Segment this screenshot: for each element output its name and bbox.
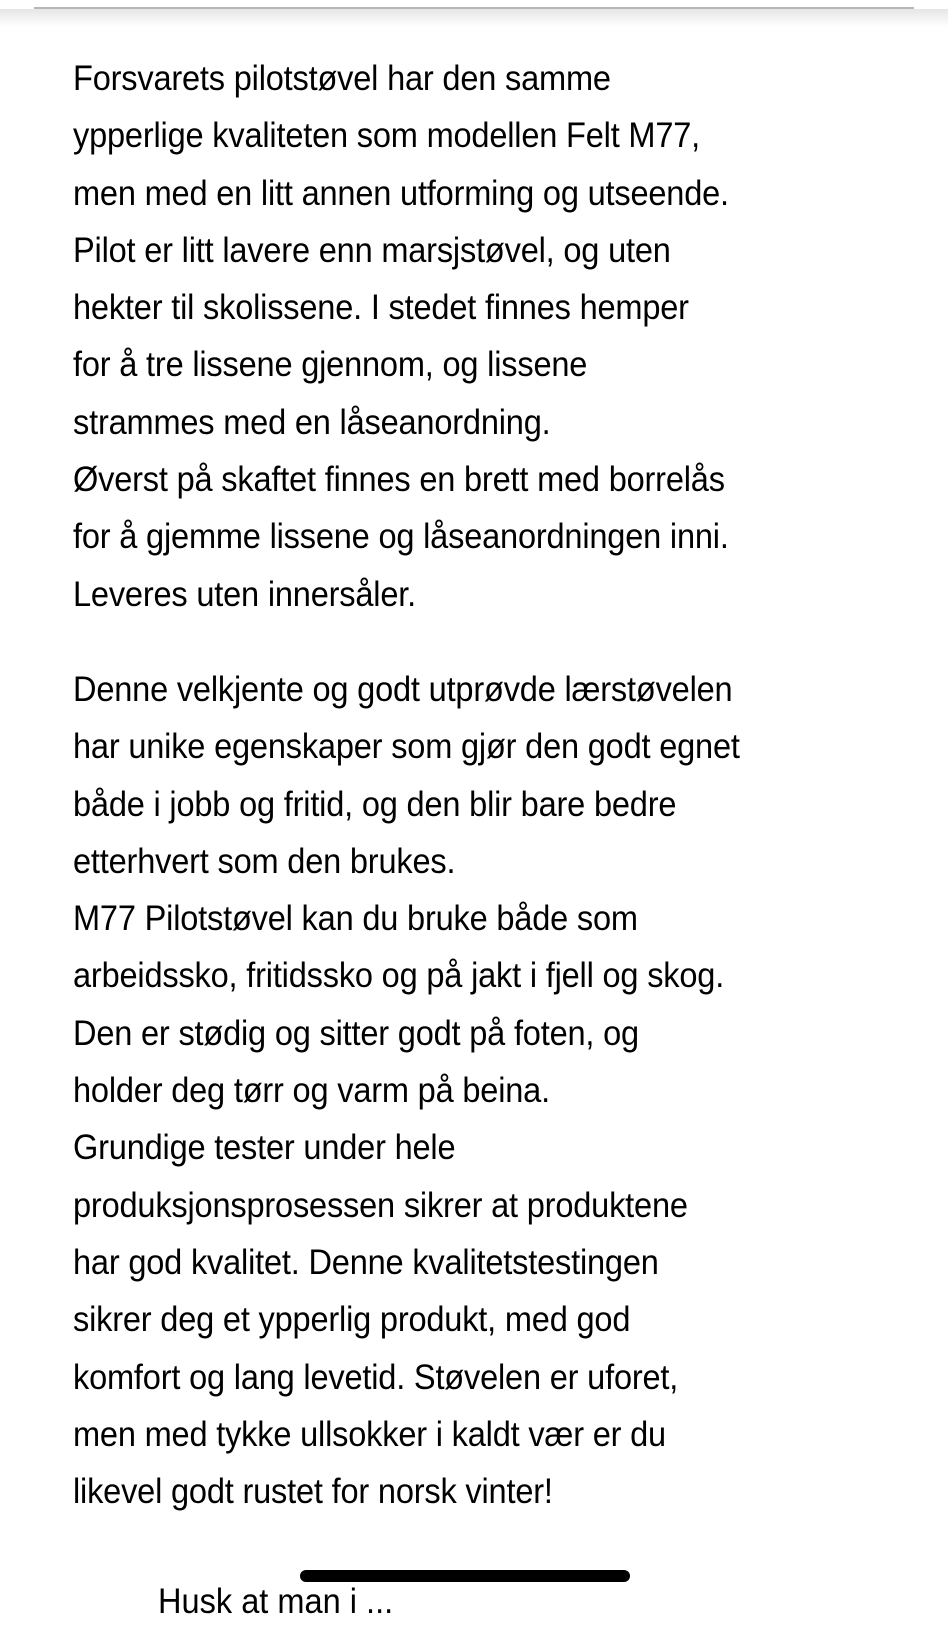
text-line: komfort og lang levetid. Støvelen er uforet, [73,1357,679,1397]
text-line: Denne velkjente og godt utprøvde lærstøvelen [73,669,733,709]
text-line: har unike egenskaper som gjør den godt egnet [73,727,740,767]
text-line: arbeidssko, fritidssko og på jakt i fjell og skog. [73,956,725,996]
text-line: Forsvarets pilotstøvel har den samme [73,59,611,98]
text-line: både i jobb og fritid, og den blir bare bedre [73,784,677,824]
text-line: Øverst på skaftet finnes en brett med borrelås [73,460,725,500]
clipped-text: Husk at man i ... [158,1582,394,1621]
article-body [73,50,893,1520]
paragraph-2 [73,661,893,1520]
text-line: men med en litt annen utforming og utseende. [73,173,729,213]
text-line: for å gjemme lissene og låseanordningen inni. [73,517,729,557]
text-line: men med tykke ullsokker i kaldt vær er du [73,1414,666,1454]
text-line: produksjonsprosessen sikrer at produktene [73,1185,688,1225]
text-line: holder deg tørr og varm på beina. [73,1071,550,1111]
text-line: sikrer deg et ypperlig produkt, med god [73,1300,631,1340]
home-indicator[interactable] [300,1570,630,1582]
text-line: Grundige tester under hele [73,1128,456,1168]
paragraph-1 [73,50,893,623]
text-line: Pilot er litt lavere enn marsjstøvel, og uten [73,230,671,270]
text-line: strammes med en låseanordning. [73,402,551,442]
text-line: Den er stødig og sitter godt på foten, og [73,1013,639,1053]
text-line: Leveres uten innersåler. [73,574,416,614]
text-line: ypperlige kvaliteten som modellen Felt M77, [73,116,701,156]
text-line: likevel godt rustet for norsk vinter! [73,1472,553,1512]
top-shadow [0,9,948,27]
text-line: hekter til skolissene. I stedet finnes hemper [73,288,689,328]
text-line: M77 Pilotstøvel kan du bruke både som [73,899,638,939]
text-line: etterhvert som den brukes. [73,841,456,881]
text-line: har god kvalitet. Denne kvalitetstestingen [73,1242,659,1282]
text-line: for å tre lissene gjennom, og lissene [73,345,588,385]
paragraph-gap [73,623,893,661]
